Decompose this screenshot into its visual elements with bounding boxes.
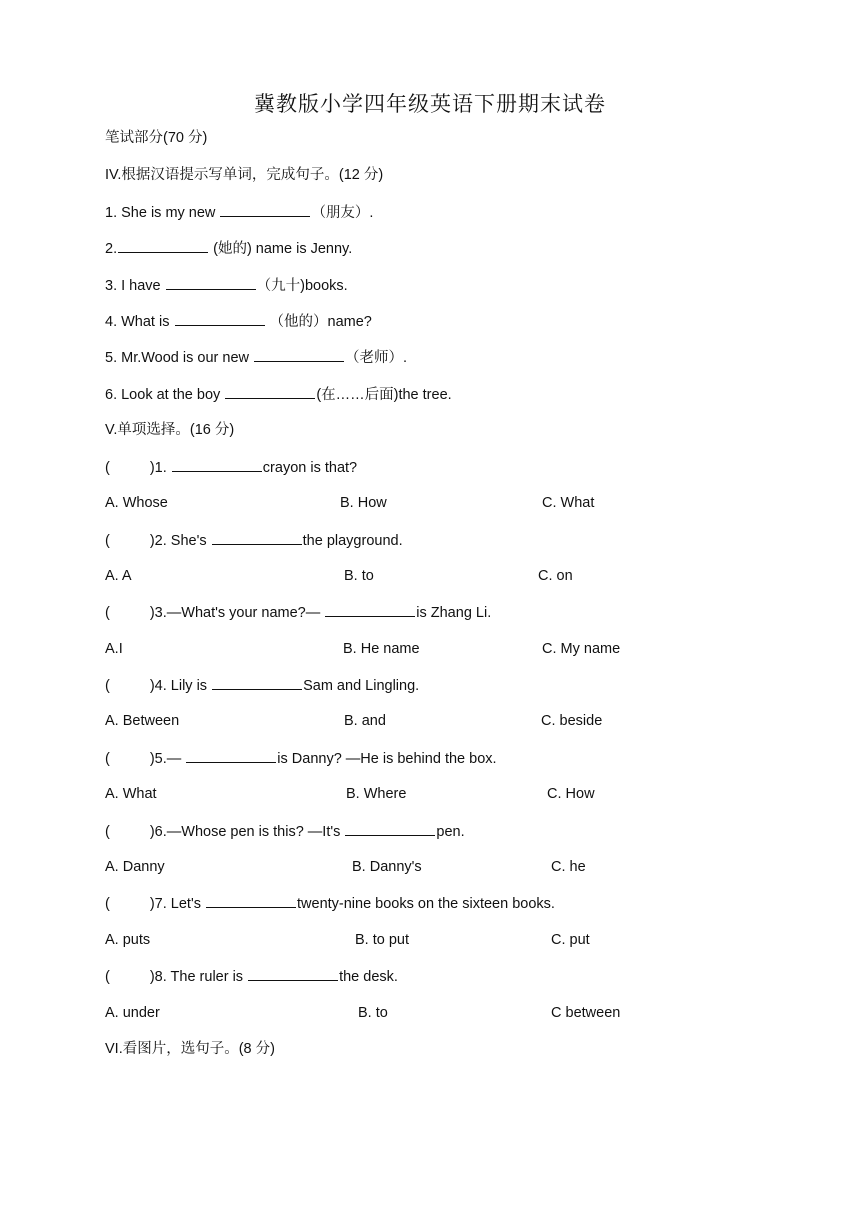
option-c[interactable]: C between [551,1005,621,1021]
option-b[interactable]: B. to [344,568,374,584]
item-hint: （他的）name? [265,314,372,330]
item-text: 5. Mr.Wood is our new [105,350,254,366]
option-a[interactable]: A. Danny [105,859,165,875]
answer-paren-open: ( [105,460,110,476]
question-row [105,966,398,987]
option-b[interactable]: B. Danny's [352,859,422,875]
question-text: is Danny? —He is behind the box. [277,751,497,767]
option-c[interactable]: C. beside [541,713,603,729]
answer-paren-open: ( [105,896,110,912]
written-part-label: 笔试部分(70 分) [105,130,208,146]
fill-item [105,202,373,223]
question-text: )8. The ruler is [149,969,248,985]
item-hint: (在……后面)the tree. [316,387,452,403]
section5-heading: V.单项选择。(16 分) [105,422,235,438]
option-b[interactable]: B. and [344,713,386,729]
answer-paren-open: ( [105,678,110,694]
question-text: twenty-nine books on the sixteen books. [297,896,555,912]
option-a[interactable]: A.I [105,641,123,657]
question-row [105,675,419,696]
answer-blank[interactable] [206,893,296,908]
option-c[interactable]: C. How [547,786,595,802]
question-text: )4. Lily is [149,678,212,694]
answer-paren-open: ( [105,824,110,840]
fill-item [105,238,352,259]
option-c[interactable]: C. put [551,932,590,948]
option-c[interactable]: C. on [538,568,573,584]
section6-heading: VI.看图片，选句子。(8 分) [105,1041,275,1057]
item-hint: （老师）. [345,350,408,366]
question-row [105,748,497,769]
item-text: 1. She is my new [105,205,220,221]
fill-item [105,311,372,332]
item-hint: （朋友）. [311,205,374,221]
answer-paren-open: ( [105,533,110,549]
question-row [105,893,555,914]
option-a[interactable]: A. What [105,786,157,802]
question-text: )6.—Whose pen is this? —It's [149,824,345,840]
answer-blank[interactable] [254,347,344,362]
question-text: the desk. [339,969,398,985]
item-hint: (她的) name is Jenny. [209,241,353,257]
question-row [105,821,465,842]
option-c[interactable]: C. he [551,859,586,875]
item-text: 6. Look at the boy [105,387,225,403]
question-text: )2. She's [149,533,211,549]
answer-blank[interactable] [175,311,265,326]
answer-paren-open: ( [105,751,110,767]
question-text: )7. Let's [149,896,205,912]
question-row [105,602,491,623]
question-text: is Zhang Li. [416,605,492,621]
answer-blank[interactable] [186,748,276,763]
answer-blank[interactable] [345,821,435,836]
option-b[interactable]: B. He name [343,641,420,657]
answer-paren-open: ( [105,969,110,985]
item-text: 2. [105,241,118,257]
item-text: 4. What is [105,314,174,330]
answer-blank[interactable] [212,675,302,690]
question-text: )1. [149,460,171,476]
option-c[interactable]: C. My name [542,641,621,657]
option-b[interactable]: B. to put [355,932,410,948]
question-text: Sam and Lingling. [303,678,420,694]
answer-blank[interactable] [225,384,315,399]
question-text: )5.— [149,751,186,767]
question-text: crayon is that? [262,460,358,476]
question-row [105,530,403,551]
section4-heading: IV.根据汉语提示写单词，完成句子。(12 分) [105,167,384,183]
option-a[interactable]: A. Between [105,713,180,729]
answer-blank[interactable] [212,530,302,545]
answer-blank[interactable] [248,966,338,981]
option-b[interactable]: B. How [340,495,387,511]
question-row [105,457,357,478]
option-a[interactable]: A. A [105,568,132,584]
fill-item [105,275,348,296]
question-text: )3.—What's your name?— [149,605,325,621]
fill-item [105,384,452,405]
item-text: 3. I have [105,278,165,294]
option-a[interactable]: A. Whose [105,495,168,511]
answer-paren-open: ( [105,605,110,621]
question-text: pen. [436,824,465,840]
answer-blank[interactable] [220,202,310,217]
option-a[interactable]: A. under [105,1005,160,1021]
answer-blank[interactable] [118,238,208,253]
question-text: the playground. [302,533,403,549]
answer-blank[interactable] [325,602,415,617]
option-a[interactable]: A. puts [105,932,151,948]
fill-item [105,347,407,368]
page-title: 冀教版小学四年级英语下册期末试卷 [254,92,606,116]
answer-blank[interactable] [166,275,256,290]
option-c[interactable]: C. What [542,495,595,511]
answer-blank[interactable] [172,457,262,472]
option-b[interactable]: B. Where [346,786,407,802]
item-hint: （九十)books. [256,278,348,294]
option-b[interactable]: B. to [358,1005,388,1021]
